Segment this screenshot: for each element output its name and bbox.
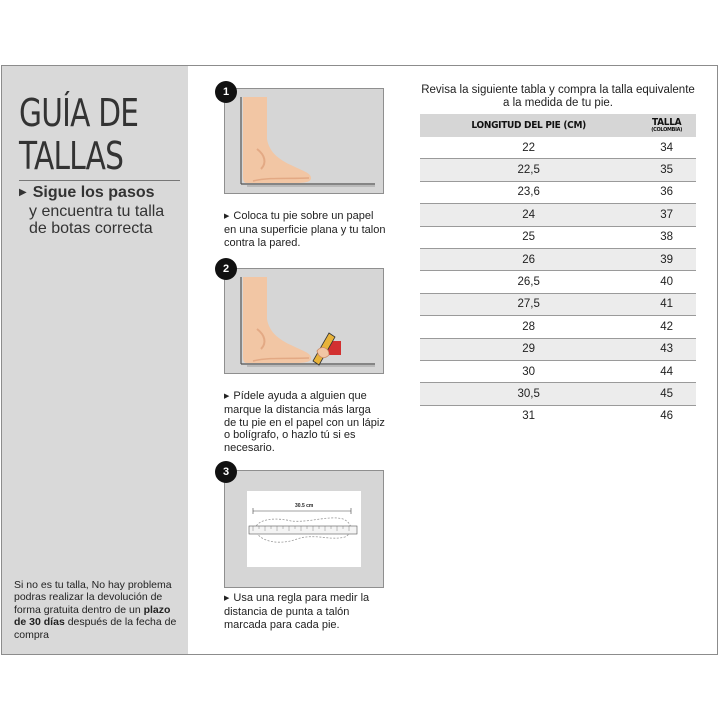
size-cell: 44 [637, 360, 696, 382]
header-length-label: LONGITUD DEL PIE (CM) [471, 120, 586, 131]
length-cell: 24 [420, 204, 637, 226]
size-cell: 40 [637, 271, 696, 293]
subtitle-bold: Sigue los pasos [32, 184, 155, 201]
length-cell: 25 [420, 226, 637, 248]
size-cell: 43 [637, 338, 696, 360]
title-divider [19, 180, 180, 181]
subtitle [19, 184, 184, 237]
table-row [420, 293, 696, 315]
table-row [420, 181, 696, 203]
table-row [420, 316, 696, 338]
size-cell: 35 [637, 159, 696, 181]
note-text-pre: Si no es tu talla, No hay problema podras realizar la devolución de forma gratuita dentro de un [14, 579, 172, 616]
length-cell: 23,6 [420, 181, 637, 203]
table-row [420, 338, 696, 360]
length-cell: 28 [420, 316, 637, 338]
foot-against-wall-icon [224, 88, 384, 194]
ruler-footprint-icon [224, 470, 384, 588]
size-cell: 36 [637, 181, 696, 203]
triangle-right-icon: ▶ [19, 187, 27, 198]
length-cell: 26,5 [420, 271, 637, 293]
size-table [420, 114, 696, 427]
header-size-label: TALLA [652, 117, 682, 128]
length-cell: 26 [420, 248, 637, 270]
table-row [420, 383, 696, 405]
length-cell: 22 [420, 137, 637, 159]
length-cell: 31 [522, 410, 536, 423]
size-cell: 42 [637, 316, 696, 338]
length-cell: 27,5 [420, 293, 637, 315]
header-length [420, 114, 637, 137]
length-cell: 30,5 [420, 383, 637, 405]
size-cell: 39 [637, 248, 696, 270]
table-row [420, 271, 696, 293]
header-size-sub: (COLOMBIA) [651, 127, 683, 133]
page-title [19, 92, 138, 178]
triangle-right-icon: ▶ [224, 595, 230, 602]
step-2-text [224, 390, 386, 454]
size-cell: 45 [637, 383, 696, 405]
table-row [420, 159, 696, 181]
size-table-body [420, 137, 696, 427]
size-cell: 41 [637, 293, 696, 315]
step-number-1: 1 [215, 81, 237, 103]
step-1-text [224, 210, 386, 249]
left-panel [2, 66, 188, 654]
title-line-1: GUÍA DE [19, 91, 139, 135]
table-row [420, 137, 696, 159]
size-cell: 38 [637, 226, 696, 248]
size-cell: 37 [637, 204, 696, 226]
step-3-description: Usa una regla para medir la distancia de punta a talón marcada para cada pie. [224, 592, 370, 631]
table-intro: Revisa la siguiente tabla y compra la talla equivalente a la medida de tu pie. [421, 84, 695, 109]
step-1-description: Coloca tu pie sobre un papel en una superficie plana y tu talon contra la pared. [224, 210, 386, 249]
measure-label: 30.5 cm [295, 503, 314, 509]
subtitle-rest: y encuentra tu talla de botas correcta [29, 203, 165, 237]
table-row [420, 360, 696, 382]
triangle-right-icon: ▶ [224, 393, 230, 400]
table-row [420, 226, 696, 248]
title-line-2: TALLAS [19, 134, 124, 178]
note-text-bold: plazo de 30 días [14, 603, 171, 629]
triangle-right-icon: ▶ [224, 213, 230, 220]
length-cell: 29 [420, 338, 637, 360]
table-row [420, 405, 696, 427]
return-policy-note [14, 579, 182, 641]
size-cell: 34 [637, 137, 696, 159]
step-number-3: 3 [215, 461, 237, 483]
length-cell: 30 [420, 360, 637, 382]
table-header-row [420, 114, 696, 137]
table-row [420, 204, 696, 226]
step-3-text [224, 592, 386, 631]
header-size [637, 114, 696, 137]
table-row [420, 248, 696, 270]
foot-pencil-mark-icon [224, 268, 384, 374]
size-guide-card [1, 65, 718, 655]
size-cell: 46 [660, 410, 674, 423]
step-number-2: 2 [215, 258, 237, 280]
length-cell: 22,5 [420, 159, 637, 181]
note-text-post: después de la fecha de compra [14, 616, 177, 641]
step-2-description: Pídele ayuda a alguien que marque la distancia más larga de tu pie en el papel con un lápiz o bolígrafo, o hazlo tú si es necesario. [224, 390, 385, 454]
